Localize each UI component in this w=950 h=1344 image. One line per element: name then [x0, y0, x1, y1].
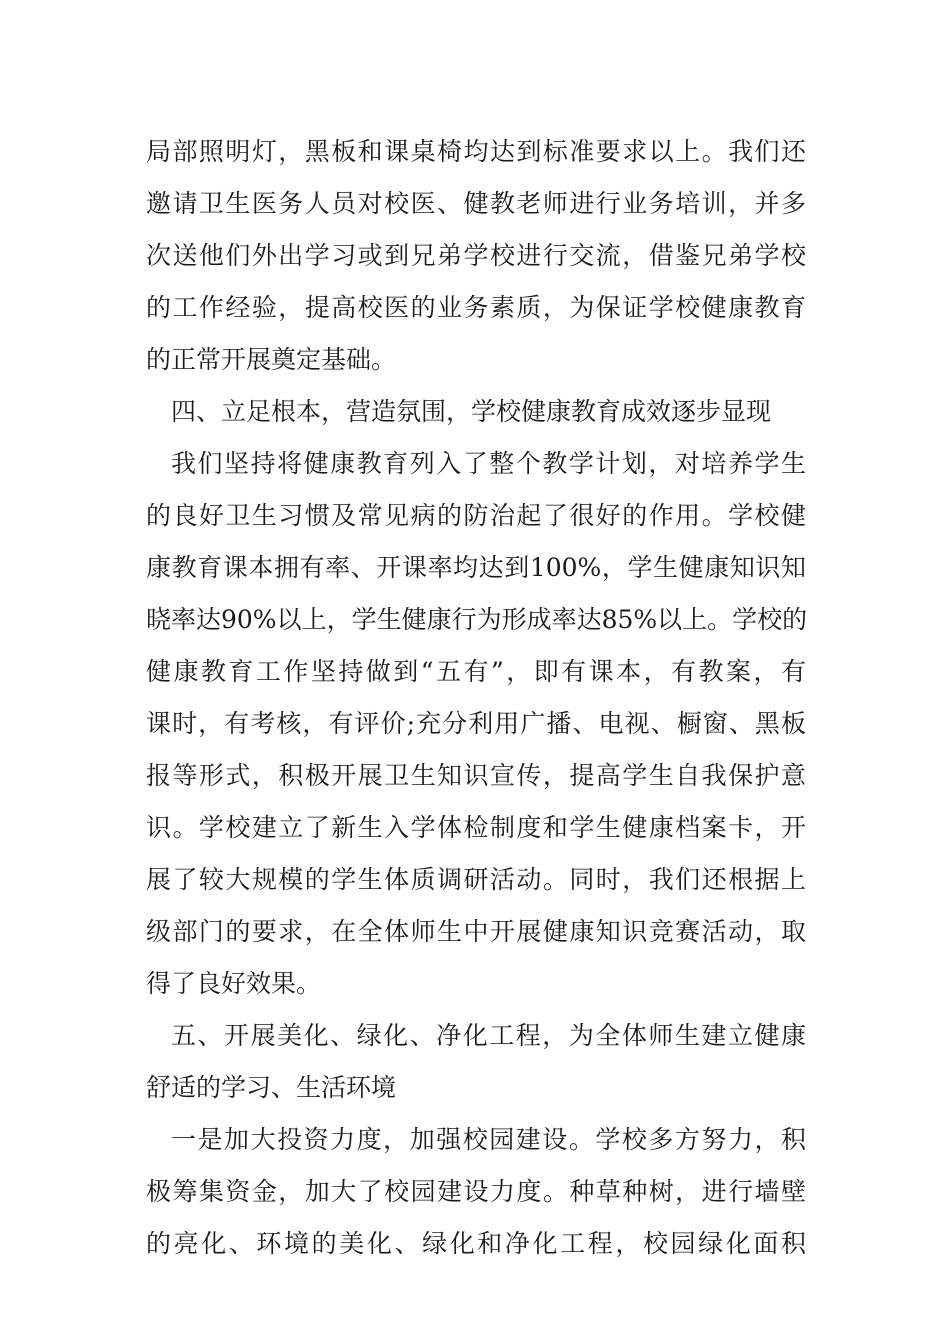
text-line: 健康教育工作坚持做到“五有”，即有课本，有教案，有: [146, 657, 806, 686]
text-line: 我们坚持将健康教育列入了整个教学计划，对培养学生: [171, 449, 806, 478]
text-line: 一是加大投资力度，加强校园建设。学校多方努力，积: [171, 1125, 806, 1154]
text-line: 的正常开展奠定基础。: [146, 345, 397, 374]
text-line: 次送他们外出学习或到兄弟学校进行交流，借鉴兄弟学校: [146, 241, 806, 270]
section-heading-5-cont: 舒适的学习、生活环境: [146, 1073, 397, 1102]
text-line: 晓率达90%以上，学生健康行为形成率达85%以上。学校的: [146, 605, 808, 634]
text-line: 的亮化、环境的美化、绿化和净化工程，校园绿化面积: [146, 1229, 806, 1258]
text-line: 康教育课本拥有率、开课率均达到100%，学生健康知识知: [146, 553, 806, 582]
text-line: 局部照明灯，黑板和课桌椅均达到标准要求以上。我们还: [146, 137, 806, 166]
section-heading-4: 四、立足根本，营造氛围，学校健康教育成效逐步显现: [171, 397, 772, 426]
text-line: 识。学校建立了新生入学体检制度和学生健康档案卡，开: [146, 813, 806, 842]
text-line: 极筹集资金，加大了校园建设力度。种草种树，进行墙壁: [146, 1177, 806, 1206]
document-page: [146, 126, 806, 1270]
text-line: 邀请卫生医务人员对校医、健教老师进行业务培训，并多: [146, 189, 806, 218]
text-line: 的工作经验，提高校医的业务素质，为保证学校健康教育: [146, 293, 806, 322]
text-line: 级部门的要求，在全体师生中开展健康知识竞赛活动，取: [146, 917, 806, 946]
text-line: 课时，有考核，有评价;充分利用广播、电视、橱窗、黑板: [146, 709, 806, 738]
text-line: 的良好卫生习惯及常见病的防治起了很好的作用。学校健: [146, 501, 806, 530]
text-line: 报等形式，积极开展卫生知识宣传，提高学生自我保护意: [146, 761, 806, 790]
section-heading-5: 五、开展美化、绿化、净化工程，为全体师生建立健康: [171, 1021, 806, 1050]
text-line: 得了良好效果。: [146, 969, 322, 998]
text-line: 展了较大规模的学生体质调研活动。同时，我们还根据上: [146, 865, 806, 894]
